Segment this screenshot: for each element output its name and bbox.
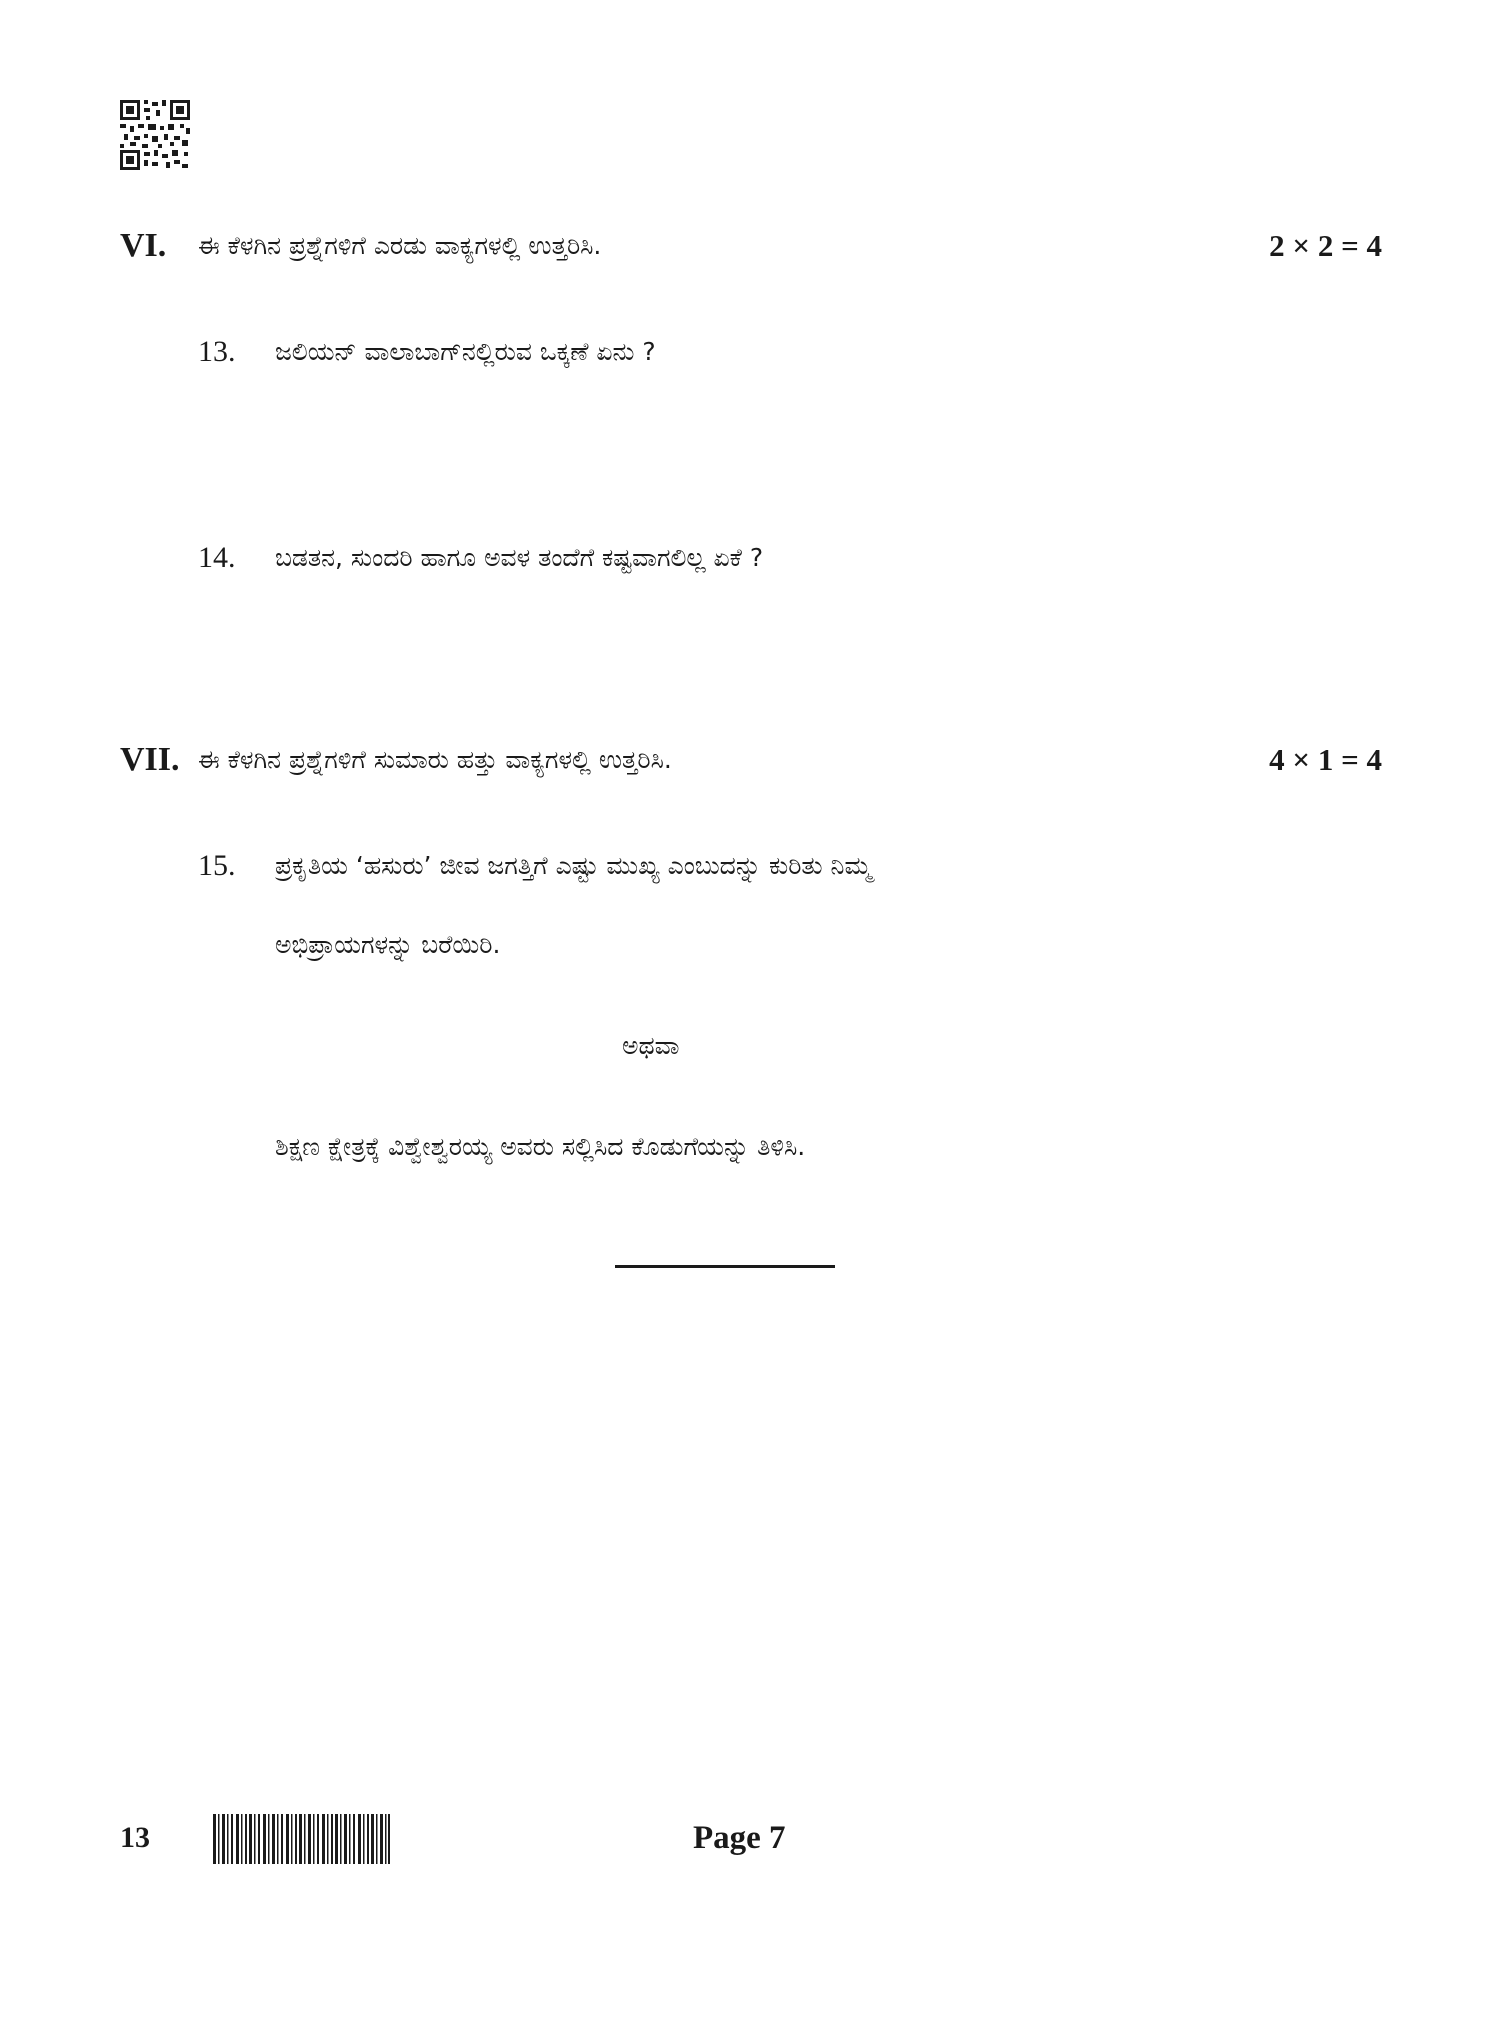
question-number: 15.	[198, 849, 236, 882]
section-marks: 4 × 1 = 4	[1269, 742, 1382, 777]
section-number: VI.	[120, 227, 167, 264]
qr-code-icon	[120, 100, 190, 170]
section-instruction: ಈ ಕೆಳಗಿನ ಪ್ರಶ್ನೆಗಳಿಗೆ ಸುಮಾರು ಹತ್ತು ವಾಕ್ಯಗಳಲ್ಲಿ ಉತ್ತರಿಸಿ.	[198, 745, 672, 774]
paper-code: 13	[120, 1821, 150, 1854]
question-text: ಪ್ರಕೃತಿಯ ‘ಹಸುರು’ ಜೀವ ಜಗತ್ತಿಗೆ ಎಷ್ಟು ಮುಖ್ಯ ಎಂಬುದನ್ನು ಕುರಿತು ನಿಮ್ಮ	[275, 851, 872, 880]
section-marks: 2 × 2 = 4	[1269, 228, 1382, 263]
question-text-continued: ಅಭಿಪ್ರಾಯಗಳನ್ನು ಬರೆಯಿರಿ.	[275, 930, 501, 959]
alternative-question-text: ಶಿಕ್ಷಣ ಕ್ಷೇತ್ರಕ್ಕೆ ವಿಶ್ವೇಶ್ವರಯ್ಯ ಅವರು ಸಲ್ಲಿಸಿದ ಕೊಡುಗೆಯನ್ನು ತಿಳಿಸಿ.	[275, 1132, 806, 1161]
question-number: 14.	[198, 541, 236, 574]
question-number: 13.	[198, 335, 236, 368]
section-instruction: ಈ ಕೆಳಗಿನ ಪ್ರಶ್ನೆಗಳಿಗೆ ಎರಡು ವಾಕ್ಯಗಳಲ್ಲಿ ಉತ್ತರಿಸಿ.	[198, 231, 602, 260]
question-text: ಬಡತನ, ಸುಂದರಿ ಹಾಗೂ ಅವಳ ತಂದೆಗೆ ಕಷ್ಟವಾಗಲಿಲ್ಲ ಏಕೆ ?	[275, 543, 764, 572]
page-number: Page 7	[693, 1820, 786, 1856]
end-of-questions-rule	[615, 1265, 835, 1268]
section-number: VII.	[120, 741, 180, 778]
question-text: ಜಲಿಯನ್ ವಾಲಾಬಾಗ್‌ನಲ್ಲಿರುವ ಒಕ್ಕಣೆ ಏನು ?	[275, 337, 656, 366]
or-separator: ಅಥವಾ	[622, 1031, 680, 1060]
barcode-icon	[213, 1814, 390, 1864]
